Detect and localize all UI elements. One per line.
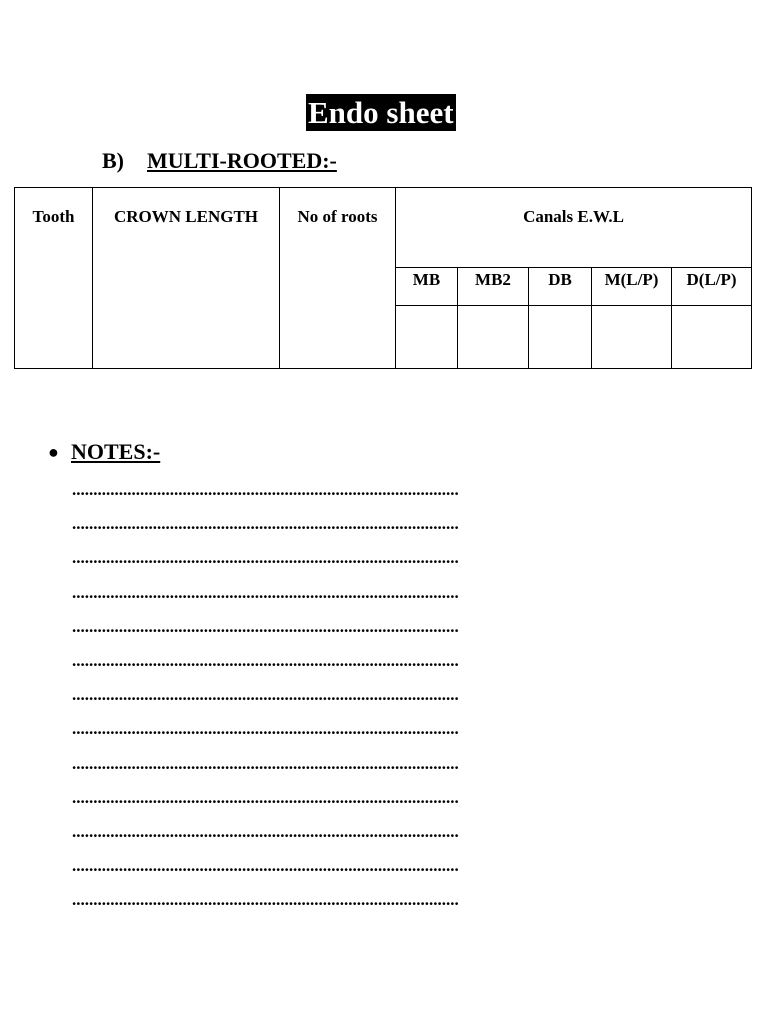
section-title: MULTI-ROOTED:- [147, 148, 337, 173]
bullet-icon: ● [48, 442, 59, 462]
canal-value-mb[interactable] [396, 306, 458, 369]
canal-col-label: MB [412, 270, 441, 289]
notes-dotted-line[interactable]: ........................................................................................... [72, 821, 459, 841]
notes-dotted-line[interactable]: ........................................................................................... [72, 582, 459, 602]
crown-length-header [93, 188, 280, 369]
canal-col-mb2 [458, 268, 529, 306]
notes-dotted-line[interactable]: ........................................................................................... [72, 548, 459, 568]
crown-length-header-label: CROWN LENGTH [113, 207, 259, 226]
canal-col-label: D(L/P) [686, 270, 737, 289]
notes-dotted-line[interactable]: ........................................................................................... [72, 685, 459, 705]
notes-dotted-line[interactable]: ........................................................................................... [72, 480, 459, 499]
endo-table [14, 187, 752, 369]
section-heading [102, 146, 337, 176]
no-of-roots-header [280, 188, 396, 369]
tooth-header [15, 188, 93, 369]
notes-dotted-line[interactable]: ........................................................................................... [72, 719, 459, 739]
section-letter: B) [102, 148, 124, 173]
notes-dotted-line[interactable]: ........................................................................................... [72, 856, 459, 876]
no-of-roots-header-label: No of roots [297, 207, 378, 226]
canal-col-dl-p [672, 268, 752, 306]
canals-header [396, 188, 752, 268]
notes-dotted-line[interactable]: ........................................................................................... [72, 514, 459, 534]
notes-heading [48, 436, 160, 468]
notes-dotted-line[interactable]: ........................................................................................... [72, 616, 459, 636]
notes-dotted-line[interactable]: ........................................................................................... [72, 787, 459, 807]
canal-col-label: DB [548, 270, 572, 289]
canal-col-label: M(L/P) [604, 270, 659, 289]
notes-dotted-line[interactable]: ........................................................................................... [72, 890, 459, 910]
canal-col-ml-p [592, 268, 672, 306]
notes-dotted-line[interactable]: ........................................................................................... [72, 753, 459, 773]
canals-header-label: Canals E.W.L [523, 207, 624, 226]
canal-col-db [529, 268, 592, 306]
canal-col-label: MB2 [475, 270, 511, 289]
canal-value-mb2[interactable] [458, 306, 529, 369]
canal-value-ml-p[interactable] [592, 306, 672, 369]
notes-lines [72, 480, 738, 924]
notes-label: NOTES:- [71, 439, 161, 464]
canal-value-db[interactable] [529, 306, 592, 369]
page-title: Endo sheet [308, 95, 454, 130]
canal-col-mb [396, 268, 458, 306]
canal-value-dl-p[interactable] [672, 306, 752, 369]
tooth-header-label: Tooth [32, 207, 75, 226]
notes-dotted-line[interactable]: ........................................................................................... [72, 650, 459, 670]
